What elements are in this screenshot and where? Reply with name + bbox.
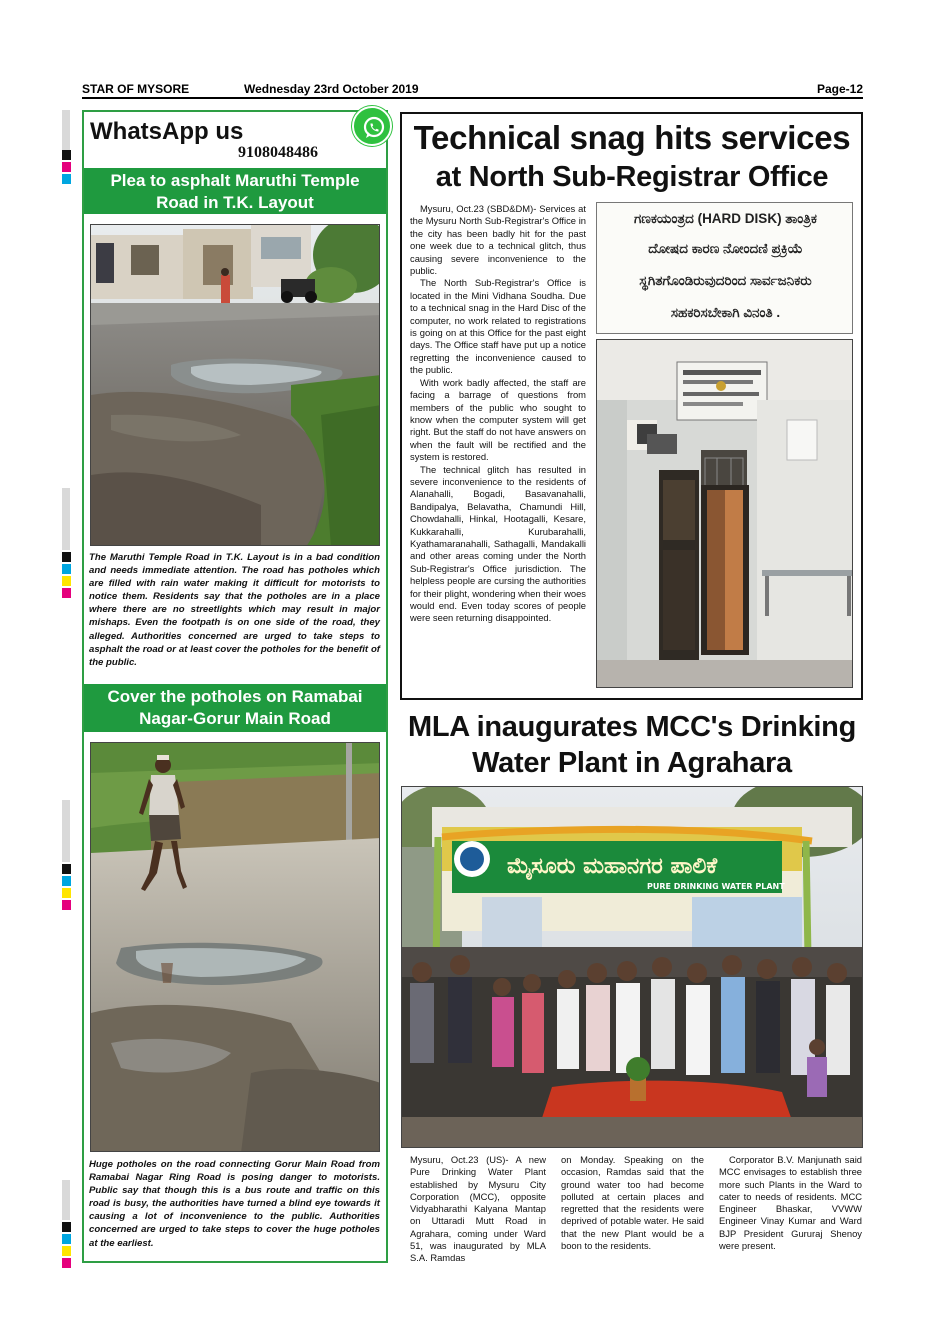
sub-registrar-office-photo: [596, 339, 853, 688]
headline-line: Road in T.K. Layout: [156, 193, 314, 212]
sub-registrar-headline-1: Technical snag hits services: [413, 119, 851, 156]
registration-marks: [62, 552, 71, 600]
headline-line: Plea to asphalt Maruthi Temple: [110, 171, 360, 190]
headline-line: Nagar-Gorur Main Road: [139, 709, 331, 728]
header-rule: [82, 97, 863, 99]
banner-english: PURE DRINKING WATER PLANT: [647, 882, 785, 891]
maruthi-caption: The Maruthi Temple Road in T.K. Layout is in a bad condition and needs immediate attention. The road has potholes which are filled with rain water making it difficult for motorists to notice them. Residents say that the potholes are in a place where there are no streetlights which may result in major mishaps. Even the footpath is on one side of the road, they alleged. Authorities concerned are urged to take steps to asphalt the road or at least cover the potholes for the benefit of the public.: [89, 552, 380, 668]
article-paragraph: The North Sub-Registrar's Office is located in the Mini Vidhana Soudha. Due to a technical snag in the Hard Disc of the computer, no work related to registrations is going on at this Office for the past eight days. The Office staff have put up a notice regretting the inconvenience caused to the public.: [410, 277, 586, 376]
article-paragraph: Mysuru, Oct.23 (SBD&DM)- Services at the Mysuru North Sub-Registrar's Office in the city has been badly hit for the past one week due to a technical glitch, thus causing severe inconvenience to the public.: [410, 203, 586, 277]
whatsapp-icon: [352, 106, 392, 146]
water-plant-inauguration-photo: [401, 786, 863, 1148]
pothole-road-photo: [90, 224, 380, 546]
notice-line: ದೋಷದ ಕಾರಣ ನೋಂದಣಿ ಪ್ರಕ್ರಿಯೆ: [648, 241, 803, 256]
notice-line: ಸ್ಥಗಿತಗೊಂಡಿರುವುದರಿಂದ ಸಾರ್ವಜನಿಕರು: [639, 273, 812, 288]
mla-column-1: Mysuru, Oct.23 (US)- A new Pure Drinking Water Plant established by Mysuru City Corporation (MCC), opposite Vidyabharathi Kalyana Mantap on Uttaradi Mutt Road in Agrahara, coming under Ward 51, was inaugurated by MLA S.A. Ramdas: [410, 1154, 546, 1264]
story-headline-maruthi: [84, 168, 386, 214]
article-paragraph: With work badly affected, the staff are facing a barrage of questions from members of the public who sought to know when the computer system will get right. But the staff do not have answers on when the fault will be rectified and the system is restored.: [410, 376, 586, 463]
sub-registrar-article: [410, 203, 586, 625]
registration-marks: [62, 150, 71, 186]
margin-bar: [62, 1180, 70, 1220]
margin-bar: [62, 488, 70, 550]
notice-line: ಸಹಕರಿಸಬೇಕಾಗಿ ವಿನಂತಿ .: [670, 305, 781, 320]
mla-headline-1: MLA inaugurates MCC's Drinking: [408, 711, 856, 743]
story-headline-ramabai: [84, 684, 386, 732]
article-paragraph: The technical glitch has resulted in severe inconvenience to the residents of Alanahalli, Bogadi, Basavanahalli, Bandipalya, Belavatha, Chamundi Hill, Chowdahalli, Hinkal, Hootagalli, Kesare, Kukkarahalli, Kurubarahalli, Kyathamaranahalli, Sathagalli, Mandakalli and other areas coming under the North Sub-Registrar's Office jurisdiction. The helpless people are cursing the authorities for their plight, wondering when their woes would end. Even today scores of people were seen returning disappointed.: [410, 463, 586, 624]
mla-column-2: on Monday. Speaking on the occasion, Ramdas said that the ground water too had become polluted at certain places and regretted that the residents were deprived of potable water. He said that the new Plant would be a boon to the residents.: [561, 1154, 704, 1252]
banner-kannada: ಮೈಸೂರು ಮಹಾನಗರ ಪಾಲಿಕೆ: [507, 854, 718, 879]
issue-date: Wednesday 23rd October 2019: [244, 82, 419, 96]
mla-headline-2: Water Plant in Agrahara: [472, 747, 792, 779]
whatsapp-number: 9108048486: [238, 144, 318, 161]
kannada-notice-photo: [596, 202, 853, 334]
ramabai-pothole-photo: [90, 742, 380, 1152]
margin-bar: [62, 110, 70, 150]
registration-marks: [62, 1222, 71, 1270]
mla-column-3: Corporator B.V. Manjunath said MCC envisages to establish three more such Plants in the Ward to cater to needs of residents. MCC Engineer Bhaskar, VVWW Engineer Vinay Kumar and Ward BJP President Gururaj Shenoy were present.: [719, 1154, 862, 1252]
page-number: Page-12: [816, 82, 863, 96]
registration-marks: [62, 864, 71, 912]
paper-name: STAR OF MYSORE: [82, 82, 190, 96]
margin-bar: [62, 800, 70, 862]
ramabai-caption: Huge potholes on the road connecting Gorur Main Road from Ramabai Nagar Ring Road is posing danger to motorists. Public say that though this is a bus route and traffic on this road is busy, the authorities have turned a blind eye towards it causing a lot of inconvenience to the public. Authorities concerned are urged to take steps to cover the huge potholes at the earliest.: [89, 1159, 380, 1249]
whatsapp-title: WhatsApp us: [90, 118, 244, 145]
headline-line: Cover the potholes on Ramabai: [107, 687, 363, 706]
sub-registrar-headline-2: at North Sub-Registrar Office: [435, 161, 829, 193]
notice-line: ಗಣಕಯಂತ್ರದ (HARD DISK) ತಾಂತ್ರಿಕ: [633, 211, 818, 226]
page-header: [82, 82, 863, 98]
